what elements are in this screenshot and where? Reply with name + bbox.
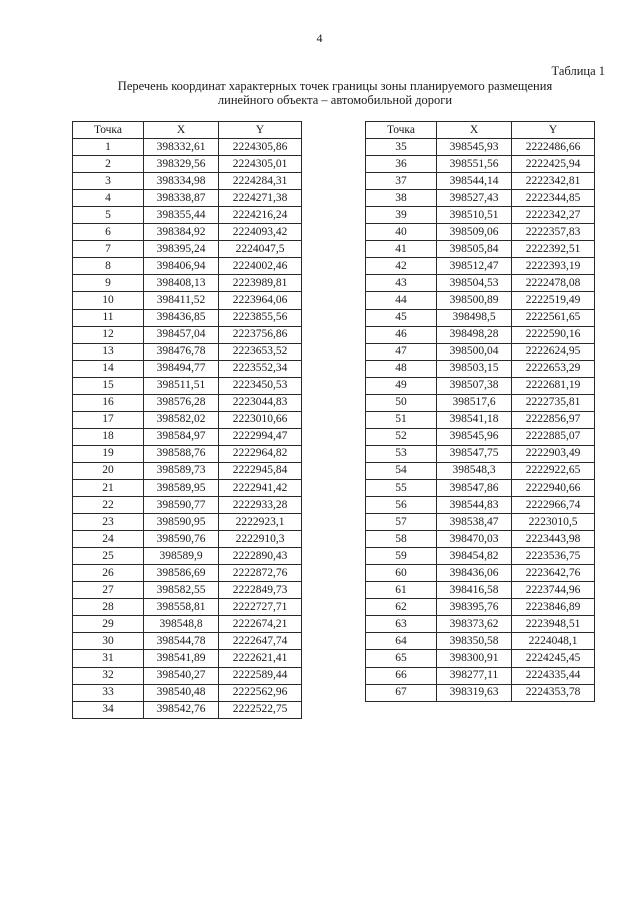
y-coordinate-cell: 2224216,24 bbox=[219, 207, 302, 224]
y-coordinate-cell: 2224305,01 bbox=[219, 156, 302, 173]
y-coordinate-cell: 2222966,74 bbox=[512, 497, 595, 514]
table-row bbox=[366, 377, 595, 394]
table-row bbox=[73, 479, 302, 496]
x-coordinate-cell: 398527,43 bbox=[437, 190, 512, 207]
point-number-cell: 38 bbox=[366, 190, 437, 207]
point-number-cell: 22 bbox=[73, 497, 144, 514]
y-coordinate-cell: 2224245,45 bbox=[512, 650, 595, 667]
table-row bbox=[73, 445, 302, 462]
x-coordinate-cell: 398538,47 bbox=[437, 514, 512, 531]
y-coordinate-cell: 2222727,71 bbox=[219, 599, 302, 616]
y-coordinate-cell: 2222392,51 bbox=[512, 241, 595, 258]
x-coordinate-cell: 398395,24 bbox=[144, 241, 219, 258]
point-number-cell: 17 bbox=[73, 411, 144, 428]
table-row bbox=[73, 258, 302, 275]
x-coordinate-cell: 398436,06 bbox=[437, 565, 512, 582]
x-coordinate-cell: 398547,75 bbox=[437, 445, 512, 462]
point-number-cell: 14 bbox=[73, 360, 144, 377]
x-coordinate-cell: 398373,62 bbox=[437, 616, 512, 633]
y-coordinate-cell: 2222941,42 bbox=[219, 479, 302, 496]
x-coordinate-cell: 398548,3 bbox=[437, 462, 512, 479]
table-row bbox=[73, 684, 302, 701]
point-number-cell: 8 bbox=[73, 258, 144, 275]
x-coordinate-cell: 398576,28 bbox=[144, 394, 219, 411]
y-coordinate-cell: 2222923,1 bbox=[219, 514, 302, 531]
x-coordinate-cell: 398512,47 bbox=[437, 258, 512, 275]
point-number-cell: 51 bbox=[366, 411, 437, 428]
point-number-cell: 9 bbox=[73, 275, 144, 292]
table-row bbox=[366, 258, 595, 275]
point-number-cell: 48 bbox=[366, 360, 437, 377]
table-row bbox=[73, 650, 302, 667]
y-coordinate-cell: 2223010,5 bbox=[512, 514, 595, 531]
column-header-y: Y bbox=[219, 122, 302, 139]
y-coordinate-cell: 2222681,19 bbox=[512, 377, 595, 394]
y-coordinate-cell: 2223846,89 bbox=[512, 599, 595, 616]
point-number-cell: 2 bbox=[73, 156, 144, 173]
point-number-cell: 29 bbox=[73, 616, 144, 633]
point-number-cell: 10 bbox=[73, 292, 144, 309]
y-coordinate-cell: 2224284,31 bbox=[219, 173, 302, 190]
point-number-cell: 26 bbox=[73, 565, 144, 582]
y-coordinate-cell: 2223744,96 bbox=[512, 582, 595, 599]
x-coordinate-cell: 398544,83 bbox=[437, 497, 512, 514]
point-number-cell: 20 bbox=[73, 462, 144, 479]
y-coordinate-cell: 2222522,75 bbox=[219, 701, 302, 718]
y-coordinate-cell: 2222647,74 bbox=[219, 633, 302, 650]
y-coordinate-cell: 2222342,81 bbox=[512, 173, 595, 190]
x-coordinate-cell: 398590,76 bbox=[144, 531, 219, 548]
x-coordinate-cell: 398590,77 bbox=[144, 497, 219, 514]
column-header-point: Точка bbox=[366, 122, 437, 139]
y-coordinate-cell: 2224305,86 bbox=[219, 139, 302, 156]
y-coordinate-cell: 2222589,44 bbox=[219, 667, 302, 684]
point-number-cell: 53 bbox=[366, 445, 437, 462]
x-coordinate-cell: 398500,04 bbox=[437, 343, 512, 360]
table-row bbox=[366, 582, 595, 599]
column-header-point: Точка bbox=[73, 122, 144, 139]
y-coordinate-cell: 2223756,86 bbox=[219, 326, 302, 343]
table-row bbox=[366, 326, 595, 343]
y-coordinate-cell: 2222519,49 bbox=[512, 292, 595, 309]
point-number-cell: 61 bbox=[366, 582, 437, 599]
point-number-cell: 46 bbox=[366, 326, 437, 343]
x-coordinate-cell: 398350,58 bbox=[437, 633, 512, 650]
point-number-cell: 44 bbox=[366, 292, 437, 309]
point-number-cell: 58 bbox=[366, 531, 437, 548]
table-header-row bbox=[73, 122, 302, 139]
table-row bbox=[73, 616, 302, 633]
y-coordinate-cell: 2222674,21 bbox=[219, 616, 302, 633]
column-header-x: X bbox=[437, 122, 512, 139]
point-number-cell: 21 bbox=[73, 479, 144, 496]
table-row bbox=[73, 360, 302, 377]
y-coordinate-cell: 2222562,96 bbox=[219, 684, 302, 701]
point-number-cell: 30 bbox=[73, 633, 144, 650]
table-row bbox=[366, 684, 595, 701]
table-row bbox=[366, 343, 595, 360]
table-row bbox=[366, 479, 595, 496]
point-number-cell: 31 bbox=[73, 650, 144, 667]
table-row bbox=[73, 156, 302, 173]
point-number-cell: 19 bbox=[73, 445, 144, 462]
table-row bbox=[366, 360, 595, 377]
x-coordinate-cell: 398416,58 bbox=[437, 582, 512, 599]
table-row bbox=[366, 241, 595, 258]
table-row bbox=[366, 531, 595, 548]
point-number-cell: 27 bbox=[73, 582, 144, 599]
point-number-cell: 52 bbox=[366, 428, 437, 445]
x-coordinate-cell: 398476,78 bbox=[144, 343, 219, 360]
y-coordinate-cell: 2222945,84 bbox=[219, 462, 302, 479]
y-coordinate-cell: 2222933,28 bbox=[219, 497, 302, 514]
x-coordinate-cell: 398300,91 bbox=[437, 650, 512, 667]
x-coordinate-cell: 398582,55 bbox=[144, 582, 219, 599]
x-coordinate-cell: 398395,76 bbox=[437, 599, 512, 616]
y-coordinate-cell: 2222994,47 bbox=[219, 428, 302, 445]
table-row bbox=[366, 497, 595, 514]
point-number-cell: 40 bbox=[366, 224, 437, 241]
y-coordinate-cell: 2222425,94 bbox=[512, 156, 595, 173]
point-number-cell: 50 bbox=[366, 394, 437, 411]
x-coordinate-cell: 398384,92 bbox=[144, 224, 219, 241]
table-row bbox=[366, 428, 595, 445]
table-row bbox=[366, 156, 595, 173]
y-coordinate-cell: 2222342,27 bbox=[512, 207, 595, 224]
point-number-cell: 63 bbox=[366, 616, 437, 633]
table-row bbox=[366, 514, 595, 531]
table-row bbox=[366, 445, 595, 462]
x-coordinate-cell: 398551,56 bbox=[437, 156, 512, 173]
x-coordinate-cell: 398509,06 bbox=[437, 224, 512, 241]
table-row bbox=[366, 190, 595, 207]
y-coordinate-cell: 2224002,46 bbox=[219, 258, 302, 275]
y-coordinate-cell: 2222910,3 bbox=[219, 531, 302, 548]
y-coordinate-cell: 2222344,85 bbox=[512, 190, 595, 207]
x-coordinate-cell: 398547,86 bbox=[437, 479, 512, 496]
x-coordinate-cell: 398558,81 bbox=[144, 599, 219, 616]
table-row bbox=[73, 173, 302, 190]
x-coordinate-cell: 398540,48 bbox=[144, 684, 219, 701]
y-coordinate-cell: 2223450,53 bbox=[219, 377, 302, 394]
x-coordinate-cell: 398498,28 bbox=[437, 326, 512, 343]
table-row bbox=[366, 394, 595, 411]
point-number-cell: 54 bbox=[366, 462, 437, 479]
table-row bbox=[73, 701, 302, 718]
table-row bbox=[366, 650, 595, 667]
x-coordinate-cell: 398457,04 bbox=[144, 326, 219, 343]
x-coordinate-cell: 398517,6 bbox=[437, 394, 512, 411]
point-number-cell: 62 bbox=[366, 599, 437, 616]
x-coordinate-cell: 398586,69 bbox=[144, 565, 219, 582]
point-number-cell: 59 bbox=[366, 548, 437, 565]
point-number-cell: 55 bbox=[366, 479, 437, 496]
point-number-cell: 18 bbox=[73, 428, 144, 445]
x-coordinate-cell: 398470,03 bbox=[437, 531, 512, 548]
x-coordinate-cell: 398500,89 bbox=[437, 292, 512, 309]
column-header-x: X bbox=[144, 122, 219, 139]
table-row bbox=[73, 497, 302, 514]
table-row bbox=[73, 599, 302, 616]
x-coordinate-cell: 398498,5 bbox=[437, 309, 512, 326]
x-coordinate-cell: 398319,63 bbox=[437, 684, 512, 701]
y-coordinate-cell: 2222885,07 bbox=[512, 428, 595, 445]
table-row bbox=[366, 207, 595, 224]
table-header-row bbox=[366, 122, 595, 139]
table-row bbox=[73, 224, 302, 241]
y-coordinate-cell: 2222590,16 bbox=[512, 326, 595, 343]
table-row bbox=[73, 548, 302, 565]
x-coordinate-cell: 398338,87 bbox=[144, 190, 219, 207]
point-number-cell: 45 bbox=[366, 309, 437, 326]
table-row bbox=[73, 292, 302, 309]
x-coordinate-cell: 398505,84 bbox=[437, 241, 512, 258]
x-coordinate-cell: 398494,77 bbox=[144, 360, 219, 377]
table-row bbox=[366, 139, 595, 156]
point-number-cell: 24 bbox=[73, 531, 144, 548]
coordinates-table-left bbox=[72, 121, 302, 719]
x-coordinate-cell: 398545,93 bbox=[437, 139, 512, 156]
table-row bbox=[366, 548, 595, 565]
document-title bbox=[95, 79, 575, 107]
y-coordinate-cell: 2223552,34 bbox=[219, 360, 302, 377]
table-row bbox=[73, 309, 302, 326]
y-coordinate-cell: 2224093,42 bbox=[219, 224, 302, 241]
point-number-cell: 67 bbox=[366, 684, 437, 701]
point-number-cell: 42 bbox=[366, 258, 437, 275]
table-row bbox=[73, 462, 302, 479]
x-coordinate-cell: 398332,61 bbox=[144, 139, 219, 156]
table-row bbox=[73, 275, 302, 292]
table-row bbox=[73, 207, 302, 224]
table-row bbox=[73, 377, 302, 394]
x-coordinate-cell: 398511,51 bbox=[144, 377, 219, 394]
table-row bbox=[73, 531, 302, 548]
point-number-cell: 43 bbox=[366, 275, 437, 292]
point-number-cell: 49 bbox=[366, 377, 437, 394]
table-row bbox=[366, 565, 595, 582]
point-number-cell: 12 bbox=[73, 326, 144, 343]
table-row bbox=[366, 309, 595, 326]
point-number-cell: 3 bbox=[73, 173, 144, 190]
y-coordinate-cell: 2223964,06 bbox=[219, 292, 302, 309]
point-number-cell: 57 bbox=[366, 514, 437, 531]
point-number-cell: 7 bbox=[73, 241, 144, 258]
point-number-cell: 15 bbox=[73, 377, 144, 394]
x-coordinate-cell: 398588,76 bbox=[144, 445, 219, 462]
y-coordinate-cell: 2223044,83 bbox=[219, 394, 302, 411]
x-coordinate-cell: 398589,95 bbox=[144, 479, 219, 496]
x-coordinate-cell: 398408,13 bbox=[144, 275, 219, 292]
point-number-cell: 66 bbox=[366, 667, 437, 684]
point-number-cell: 60 bbox=[366, 565, 437, 582]
point-number-cell: 25 bbox=[73, 548, 144, 565]
y-coordinate-cell: 2224335,44 bbox=[512, 667, 595, 684]
y-coordinate-cell: 2222621,41 bbox=[219, 650, 302, 667]
table-row bbox=[73, 190, 302, 207]
point-number-cell: 13 bbox=[73, 343, 144, 360]
table-row bbox=[73, 428, 302, 445]
y-coordinate-cell: 2222940,66 bbox=[512, 479, 595, 496]
y-coordinate-cell: 2224271,38 bbox=[219, 190, 302, 207]
y-coordinate-cell: 2222393,19 bbox=[512, 258, 595, 275]
y-coordinate-cell: 2224353,78 bbox=[512, 684, 595, 701]
point-number-cell: 5 bbox=[73, 207, 144, 224]
table-row bbox=[73, 633, 302, 650]
y-coordinate-cell: 2222478,08 bbox=[512, 275, 595, 292]
title-line-2: линейного объекта – автомобильной дороги bbox=[217, 93, 453, 107]
y-coordinate-cell: 2224047,5 bbox=[219, 241, 302, 258]
x-coordinate-cell: 398589,9 bbox=[144, 548, 219, 565]
x-coordinate-cell: 398507,38 bbox=[437, 377, 512, 394]
x-coordinate-cell: 398545,96 bbox=[437, 428, 512, 445]
x-coordinate-cell: 398544,14 bbox=[437, 173, 512, 190]
table-row bbox=[73, 241, 302, 258]
x-coordinate-cell: 398544,78 bbox=[144, 633, 219, 650]
table-row bbox=[366, 173, 595, 190]
title-line-1: Перечень координат характерных точек границы зоны планируемого размещения bbox=[117, 79, 553, 93]
point-number-cell: 41 bbox=[366, 241, 437, 258]
table-row bbox=[366, 462, 595, 479]
table-row bbox=[366, 616, 595, 633]
y-coordinate-cell: 2223536,75 bbox=[512, 548, 595, 565]
table-row bbox=[366, 411, 595, 428]
table-row bbox=[73, 582, 302, 599]
x-coordinate-cell: 398329,56 bbox=[144, 156, 219, 173]
table-label: Таблица 1 bbox=[551, 64, 605, 78]
table-row bbox=[366, 667, 595, 684]
point-number-cell: 4 bbox=[73, 190, 144, 207]
x-coordinate-cell: 398548,8 bbox=[144, 616, 219, 633]
x-coordinate-cell: 398454,82 bbox=[437, 548, 512, 565]
x-coordinate-cell: 398436,85 bbox=[144, 309, 219, 326]
table-row bbox=[366, 275, 595, 292]
point-number-cell: 37 bbox=[366, 173, 437, 190]
point-number-cell: 1 bbox=[73, 139, 144, 156]
table-row bbox=[73, 514, 302, 531]
coordinates-table-right bbox=[365, 121, 595, 702]
point-number-cell: 34 bbox=[73, 701, 144, 718]
table-row bbox=[73, 411, 302, 428]
point-number-cell: 32 bbox=[73, 667, 144, 684]
y-coordinate-cell: 2223642,76 bbox=[512, 565, 595, 582]
y-coordinate-cell: 2222486,66 bbox=[512, 139, 595, 156]
x-coordinate-cell: 398542,76 bbox=[144, 701, 219, 718]
table-row bbox=[366, 292, 595, 309]
point-number-cell: 56 bbox=[366, 497, 437, 514]
y-coordinate-cell: 2222872,76 bbox=[219, 565, 302, 582]
table-row bbox=[73, 394, 302, 411]
y-coordinate-cell: 2222849,73 bbox=[219, 582, 302, 599]
y-coordinate-cell: 2223443,98 bbox=[512, 531, 595, 548]
point-number-cell: 6 bbox=[73, 224, 144, 241]
x-coordinate-cell: 398541,89 bbox=[144, 650, 219, 667]
x-coordinate-cell: 398582,02 bbox=[144, 411, 219, 428]
y-coordinate-cell: 2223855,56 bbox=[219, 309, 302, 326]
point-number-cell: 35 bbox=[366, 139, 437, 156]
point-number-cell: 64 bbox=[366, 633, 437, 650]
y-coordinate-cell: 2223989,81 bbox=[219, 275, 302, 292]
x-coordinate-cell: 398510,51 bbox=[437, 207, 512, 224]
x-coordinate-cell: 398334,98 bbox=[144, 173, 219, 190]
x-coordinate-cell: 398277,11 bbox=[437, 667, 512, 684]
y-coordinate-cell: 2223948,51 bbox=[512, 616, 595, 633]
y-coordinate-cell: 2222357,83 bbox=[512, 224, 595, 241]
table-row bbox=[73, 565, 302, 582]
y-coordinate-cell: 2222890,43 bbox=[219, 548, 302, 565]
y-coordinate-cell: 2222561,65 bbox=[512, 309, 595, 326]
point-number-cell: 65 bbox=[366, 650, 437, 667]
y-coordinate-cell: 2222856,97 bbox=[512, 411, 595, 428]
table-row bbox=[366, 599, 595, 616]
x-coordinate-cell: 398590,95 bbox=[144, 514, 219, 531]
x-coordinate-cell: 398503,15 bbox=[437, 360, 512, 377]
y-coordinate-cell: 2224048,1 bbox=[512, 633, 595, 650]
x-coordinate-cell: 398584,97 bbox=[144, 428, 219, 445]
table-row bbox=[366, 633, 595, 650]
y-coordinate-cell: 2222903,49 bbox=[512, 445, 595, 462]
point-number-cell: 28 bbox=[73, 599, 144, 616]
x-coordinate-cell: 398355,44 bbox=[144, 207, 219, 224]
x-coordinate-cell: 398541,18 bbox=[437, 411, 512, 428]
y-coordinate-cell: 2222735,81 bbox=[512, 394, 595, 411]
point-number-cell: 39 bbox=[366, 207, 437, 224]
x-coordinate-cell: 398411,52 bbox=[144, 292, 219, 309]
table-row bbox=[73, 326, 302, 343]
column-header-y: Y bbox=[512, 122, 595, 139]
page-number: 4 bbox=[316, 31, 323, 45]
point-number-cell: 36 bbox=[366, 156, 437, 173]
point-number-cell: 47 bbox=[366, 343, 437, 360]
point-number-cell: 23 bbox=[73, 514, 144, 531]
y-coordinate-cell: 2222624,95 bbox=[512, 343, 595, 360]
y-coordinate-cell: 2223010,66 bbox=[219, 411, 302, 428]
point-number-cell: 33 bbox=[73, 684, 144, 701]
point-number-cell: 16 bbox=[73, 394, 144, 411]
y-coordinate-cell: 2222964,82 bbox=[219, 445, 302, 462]
point-number-cell: 11 bbox=[73, 309, 144, 326]
x-coordinate-cell: 398540,27 bbox=[144, 667, 219, 684]
x-coordinate-cell: 398589,73 bbox=[144, 462, 219, 479]
table-row bbox=[73, 667, 302, 684]
y-coordinate-cell: 2223653,52 bbox=[219, 343, 302, 360]
table-row bbox=[366, 224, 595, 241]
y-coordinate-cell: 2222922,65 bbox=[512, 462, 595, 479]
y-coordinate-cell: 2222653,29 bbox=[512, 360, 595, 377]
x-coordinate-cell: 398406,94 bbox=[144, 258, 219, 275]
x-coordinate-cell: 398504,53 bbox=[437, 275, 512, 292]
table-row bbox=[73, 343, 302, 360]
table-row bbox=[73, 139, 302, 156]
